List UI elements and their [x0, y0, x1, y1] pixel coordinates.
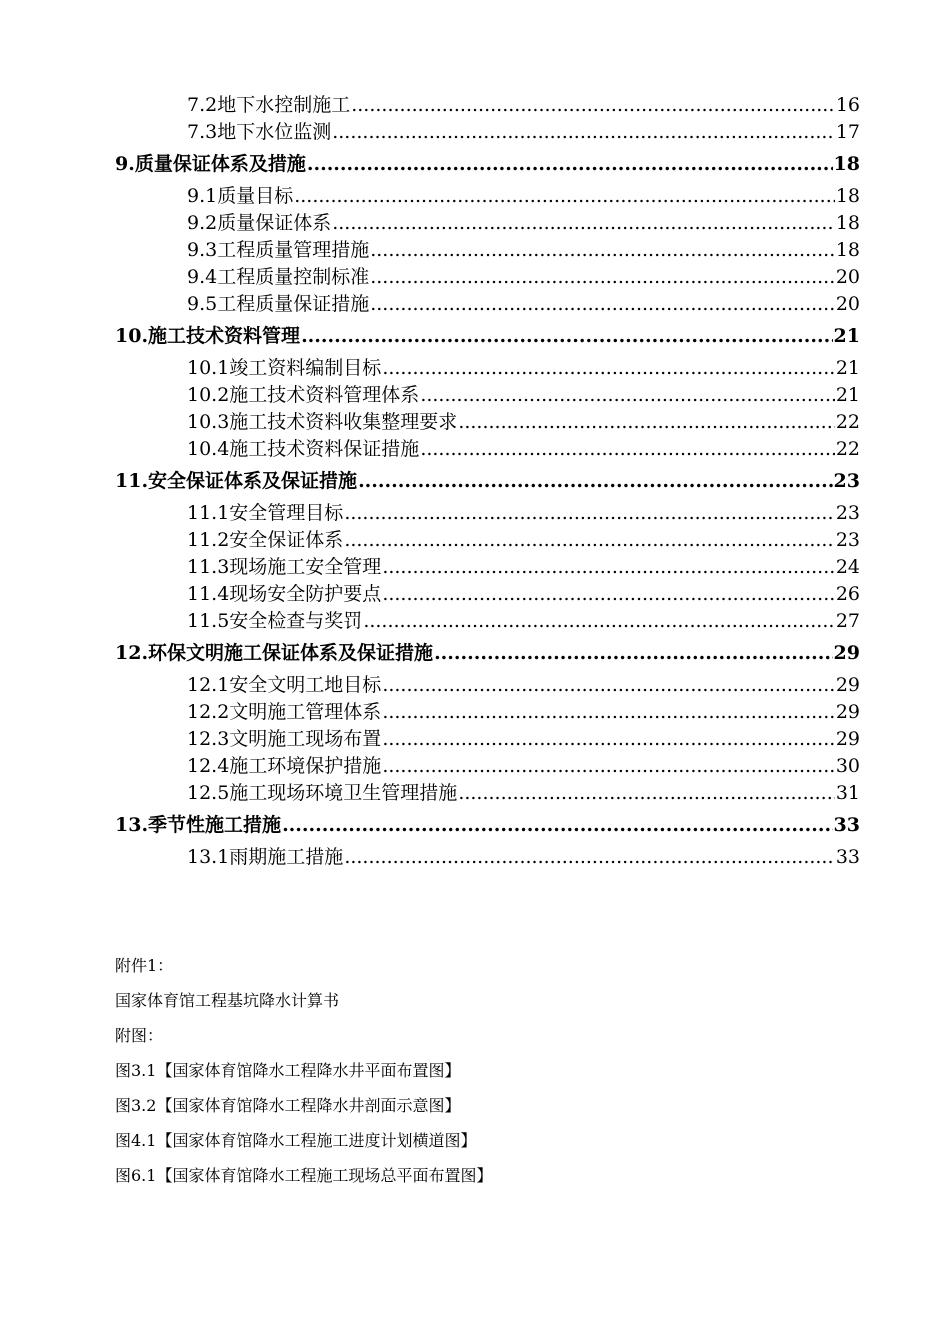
toc-section-entry[interactable]	[115, 581, 860, 608]
toc-page-number: 20	[835, 266, 860, 288]
toc-section-entry[interactable]	[115, 237, 860, 264]
toc-dot-leader	[301, 318, 832, 355]
toc-section-entry[interactable]	[115, 264, 860, 291]
toc-page-number: 23	[833, 470, 860, 492]
toc-dot-leader	[382, 672, 835, 699]
toc-section-entry[interactable]	[115, 844, 860, 871]
toc-dot-leader	[363, 608, 835, 635]
toc-dot-leader	[344, 844, 835, 871]
toc-page-number: 33	[835, 846, 860, 868]
toc-entry-label: 12.1安全文明工地目标	[187, 674, 382, 696]
toc-section-entry[interactable]	[115, 119, 860, 146]
toc-entry-label: 11.3现场施工安全管理	[187, 556, 382, 578]
toc-page-number: 29	[833, 642, 860, 664]
toc-page-number: 21	[833, 325, 860, 347]
toc-dot-leader	[382, 699, 835, 726]
toc-dot-leader	[382, 753, 835, 780]
toc-page-number: 30	[835, 755, 860, 777]
toc-section-entry[interactable]	[115, 436, 860, 463]
toc-dot-leader	[307, 146, 833, 183]
appendix-line: 图3.1【国家体育馆降水工程降水井平面布置图】	[115, 1061, 461, 1080]
toc-entry-label: 7.2地下水控制施工	[187, 94, 351, 116]
toc-dot-leader	[358, 463, 832, 500]
toc-entry-label: 12.3文明施工现场布置	[187, 728, 382, 750]
toc-page-number: 22	[835, 411, 860, 433]
toc-entry-label: 11.安全保证体系及保证措施	[115, 470, 358, 492]
toc-entry-label: 12.4施工环境保护措施	[187, 755, 382, 777]
toc-dot-leader	[332, 119, 835, 146]
toc-entry-label: 9.1质量目标	[187, 185, 294, 207]
toc-entry-label: 7.3地下水位监测	[187, 121, 332, 143]
toc-dot-leader	[344, 527, 835, 554]
toc-chapter-entry[interactable]	[115, 146, 860, 183]
toc-entry-label: 9.3工程质量管理措施	[187, 239, 370, 261]
toc-dot-leader	[370, 237, 835, 264]
toc-section-entry[interactable]	[115, 92, 860, 119]
toc-page-number: 22	[835, 438, 860, 460]
toc-dot-leader	[370, 264, 835, 291]
toc-entry-label: 13.1雨期施工措施	[187, 846, 344, 868]
toc-page-number: 29	[835, 701, 860, 723]
toc-section-entry[interactable]	[115, 753, 860, 780]
toc-dot-leader	[458, 409, 835, 436]
toc-chapter-entry[interactable]	[115, 318, 860, 355]
toc-section-entry[interactable]	[115, 726, 860, 753]
appendix-line: 附图：	[115, 1026, 164, 1045]
toc-page-number: 27	[835, 610, 860, 632]
toc-entry-label: 10.3施工技术资料收集整理要求	[187, 411, 458, 433]
toc-dot-leader	[332, 210, 835, 237]
appendix-line: 图3.2【国家体育馆降水工程降水井剖面示意图】	[115, 1096, 461, 1115]
toc-dot-leader	[382, 726, 835, 753]
toc-entry-label: 12.5施工现场环境卫生管理措施	[187, 782, 458, 804]
toc-entry-label: 11.5安全检查与奖罚	[187, 610, 363, 632]
toc-section-entry[interactable]	[115, 500, 860, 527]
toc-dot-leader	[370, 291, 835, 318]
toc-entry-label: 12.2文明施工管理体系	[187, 701, 382, 723]
toc-page-number: 33	[833, 814, 860, 836]
toc-dot-leader	[382, 355, 835, 382]
toc-chapter-entry[interactable]	[115, 463, 860, 500]
toc-dot-leader	[434, 635, 832, 672]
toc-entry-label: 13.季节性施工措施	[115, 814, 282, 836]
toc-page-number: 18	[833, 153, 860, 175]
toc-dot-leader	[458, 780, 835, 807]
toc-section-entry[interactable]	[115, 527, 860, 554]
toc-section-entry[interactable]	[115, 210, 860, 237]
toc-section-entry[interactable]	[115, 291, 860, 318]
toc-entry-label: 11.4现场安全防护要点	[187, 583, 382, 605]
toc-entry-label: 9.5工程质量保证措施	[187, 293, 370, 315]
toc-entry-label: 12.环保文明施工保证体系及保证措施	[115, 642, 434, 664]
table-of-contents	[115, 92, 860, 871]
toc-page-number: 16	[835, 94, 860, 116]
toc-entry-label: 10.4施工技术资料保证措施	[187, 438, 420, 460]
toc-page-number: 17	[835, 121, 860, 143]
toc-page-number: 26	[835, 583, 860, 605]
appendix-line: 图6.1【国家体育馆降水工程施工现场总平面布置图】	[115, 1166, 493, 1185]
toc-dot-leader	[420, 382, 835, 409]
toc-page-number: 24	[835, 556, 860, 578]
appendix-line: 图4.1【国家体育馆降水工程施工进度计划横道图】	[115, 1131, 477, 1150]
toc-dot-leader	[294, 183, 835, 210]
toc-section-entry[interactable]	[115, 699, 860, 726]
toc-page-number: 18	[835, 239, 860, 261]
toc-page-number: 21	[835, 357, 860, 379]
toc-entry-label: 11.1安全管理目标	[187, 502, 344, 524]
toc-page-number: 18	[835, 185, 860, 207]
toc-section-entry[interactable]	[115, 355, 860, 382]
toc-section-entry[interactable]	[115, 672, 860, 699]
toc-page-number: 20	[835, 293, 860, 315]
toc-entry-label: 11.2安全保证体系	[187, 529, 344, 551]
toc-section-entry[interactable]	[115, 554, 860, 581]
toc-page-number: 21	[835, 384, 860, 406]
toc-dot-leader	[382, 554, 835, 581]
appendix-list	[115, 948, 492, 1193]
toc-section-entry[interactable]	[115, 608, 860, 635]
toc-section-entry[interactable]	[115, 183, 860, 210]
toc-dot-leader	[420, 436, 835, 463]
toc-entry-label: 9.4工程质量控制标准	[187, 266, 370, 288]
toc-section-entry[interactable]	[115, 409, 860, 436]
toc-page-number: 23	[835, 529, 860, 551]
toc-dot-leader	[344, 500, 835, 527]
appendix-line: 附件1：	[115, 956, 174, 975]
toc-entry-label: 10.1竣工资料编制目标	[187, 357, 382, 379]
toc-entry-label: 10.2施工技术资料管理体系	[187, 384, 420, 406]
toc-page-number: 18	[835, 212, 860, 234]
toc-page-number: 29	[835, 728, 860, 750]
toc-page-number: 23	[835, 502, 860, 524]
toc-dot-leader	[351, 92, 835, 119]
toc-section-entry[interactable]	[115, 382, 860, 409]
toc-dot-leader	[382, 581, 835, 608]
toc-entry-label: 9.质量保证体系及措施	[115, 153, 306, 175]
toc-page-number: 29	[835, 674, 860, 696]
toc-chapter-entry[interactable]	[115, 635, 860, 672]
toc-section-entry[interactable]	[115, 780, 860, 807]
toc-entry-label: 10.施工技术资料管理	[115, 325, 301, 347]
toc-dot-leader	[282, 807, 832, 844]
toc-chapter-entry[interactable]	[115, 807, 860, 844]
appendix-line: 国家体育馆工程基坑降水计算书	[115, 991, 340, 1010]
toc-entry-label: 9.2质量保证体系	[187, 212, 332, 234]
toc-page-number: 31	[835, 782, 860, 804]
